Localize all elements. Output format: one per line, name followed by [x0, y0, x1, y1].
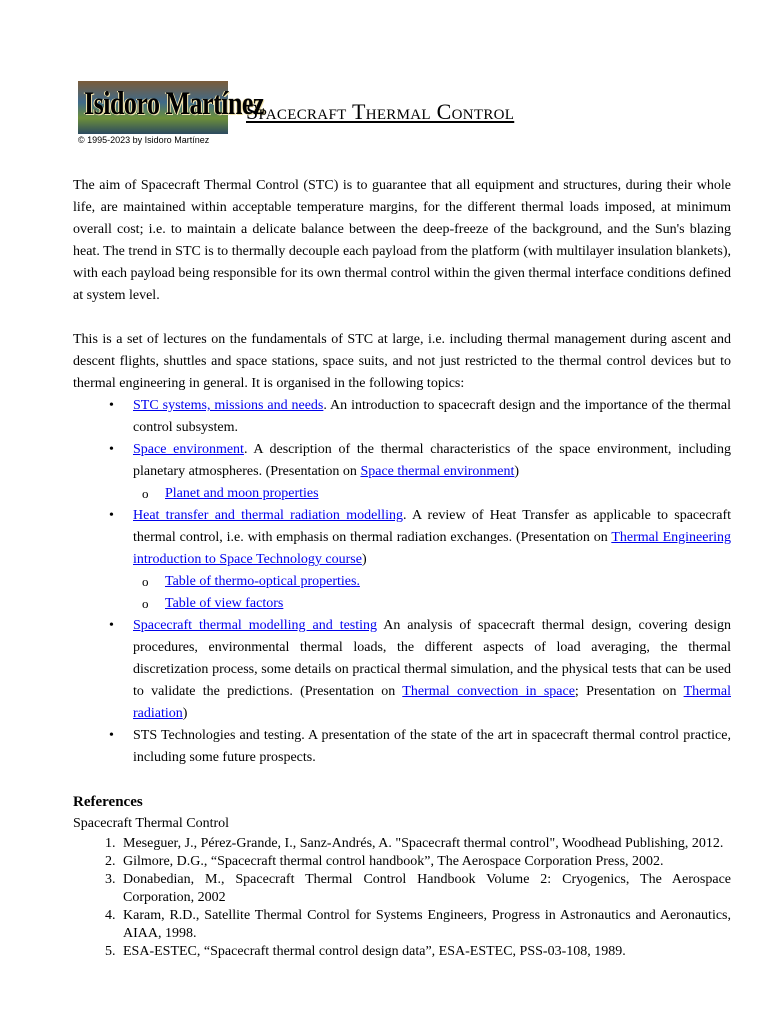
- topic-text: ): [361, 552, 367, 567]
- topics-list: [73, 395, 731, 769]
- link-heat-transfer[interactable]: Heat transfer and thermal radiation modelling: [133, 508, 403, 523]
- link-space-environment[interactable]: Space environment: [133, 442, 244, 457]
- reference-item: 5. ESA-ESTEC, “Spacecraft thermal control design data”, ESA-ESTEC, PSS-03-108, 1989.: [119, 943, 731, 961]
- link-planet-moon-properties[interactable]: Planet and moon properties: [165, 486, 319, 501]
- reference-item: 4. Karam, R.D., Satellite Thermal Control for Systems Engineers, Progress in Astronautics and Aeronautics, AIAA, 1998.: [119, 907, 731, 943]
- page-title: Spacecraft Thermal Control: [246, 99, 515, 124]
- logo-text: Isidoro Martínez: [84, 85, 264, 122]
- topic-text: ): [514, 464, 520, 479]
- topic-text: ): [182, 706, 188, 721]
- link-stc-systems[interactable]: STC systems, missions and needs: [133, 398, 324, 413]
- topic-text: . An introduction to spacecraft design and the importance of the thermal control subsystem.: [133, 398, 731, 435]
- copyright-notice: © 1995-2023 by Isidoro Martínez: [78, 135, 210, 145]
- link-thermal-modelling[interactable]: Spacecraft thermal modelling and testing: [133, 618, 378, 633]
- topic-text: STS Technologies and testing. A presentation of the state of the art in spacecraft thermal control practice, including some future prospects.: [133, 728, 731, 765]
- references-list: [73, 835, 731, 961]
- link-thermo-optical-properties[interactable]: Table of thermo-optical properties.: [165, 574, 360, 589]
- topic-item-space-environment: [133, 439, 731, 505]
- link-view-factors[interactable]: Table of view factors: [165, 596, 284, 611]
- link-thermal-radiation[interactable]: Thermal radiation: [133, 684, 731, 721]
- subtopic-item: [165, 571, 731, 593]
- intro-paragraph-1: The aim of Spacecraft Thermal Control (STC) is to guarantee that all equipment and structures, during their whole life, are maintained within acceptable temperature margins, for the different thermal loads imposed, at minimum overall cost; i.e. to maintain a delicate balance between the deep-freeze of the background, and the Sun's blazing heat. The trend in STC is to thermally decouple each payload from the platform (with multilayer insulation blankets), with each payload being responsible for its own thermal control within the given thermal interface conditions defined at system level.: [73, 178, 731, 303]
- topic-text: ; Presentation on: [574, 684, 684, 699]
- subtopic-item: [165, 593, 731, 615]
- reference-item: 3. Donabedian, M., Spacecraft Thermal Control Handbook Volume 2: Cryogenics, The Aerospace Corporation, 2002: [119, 871, 731, 907]
- main-content: [73, 175, 731, 961]
- link-thermal-convection[interactable]: Thermal convection in space: [402, 684, 575, 699]
- subtopics-list: [133, 571, 731, 615]
- references-heading: References: [73, 794, 143, 810]
- topic-text: . A description of the thermal characteristics of the space environment, including planetary atmospheres. (Presentation on: [133, 442, 732, 479]
- link-thermal-engineering-intro[interactable]: Thermal Engineering introduction to Space Technology course: [133, 530, 732, 567]
- topic-item-sts-technologies: [133, 725, 731, 769]
- author-logo: [78, 81, 264, 134]
- intro-paragraph-2: This is a set of lectures on the fundamentals of STC at large, i.e. including thermal management during ascent and descent flights, shuttles and space stations, space suits, and not just restricted to the thermal control devices but to thermal engineering in general. It is organised in the following topics:: [73, 332, 731, 391]
- subtopic-item: [165, 483, 731, 505]
- references-subheading: Spacecraft Thermal Control: [73, 816, 230, 831]
- topic-text: . A review of Heat Transfer as applicable to spacecraft thermal control, i.e. with emphasis on thermal radiation exchanges. (Presentation on: [133, 508, 731, 545]
- reference-item: 2. Gilmore, D.G., “Spacecraft thermal control handbook”, The Aerospace Corporation Press, 2002.: [119, 853, 731, 871]
- topic-item-stc-systems: [133, 395, 731, 439]
- topic-text: An analysis of spacecraft thermal design, covering design procedures, environmental thermal loads, the different aspects of load averaging, the thermal discretization process, some details on practical thermal simulation, and the physical tests that can be used to validate the predictions. (Presentation on: [133, 618, 731, 699]
- topic-item-heat-transfer: [133, 505, 731, 615]
- reference-item: 1. Meseguer, J., Pérez-Grande, I., Sanz-Andrés, A. "Spacecraft thermal control", Woodhead Publishing, 2012.: [119, 835, 731, 853]
- topic-item-thermal-modelling: [133, 615, 731, 725]
- subtopics-list: [133, 483, 731, 505]
- link-space-thermal-environment[interactable]: Space thermal environment: [360, 464, 515, 479]
